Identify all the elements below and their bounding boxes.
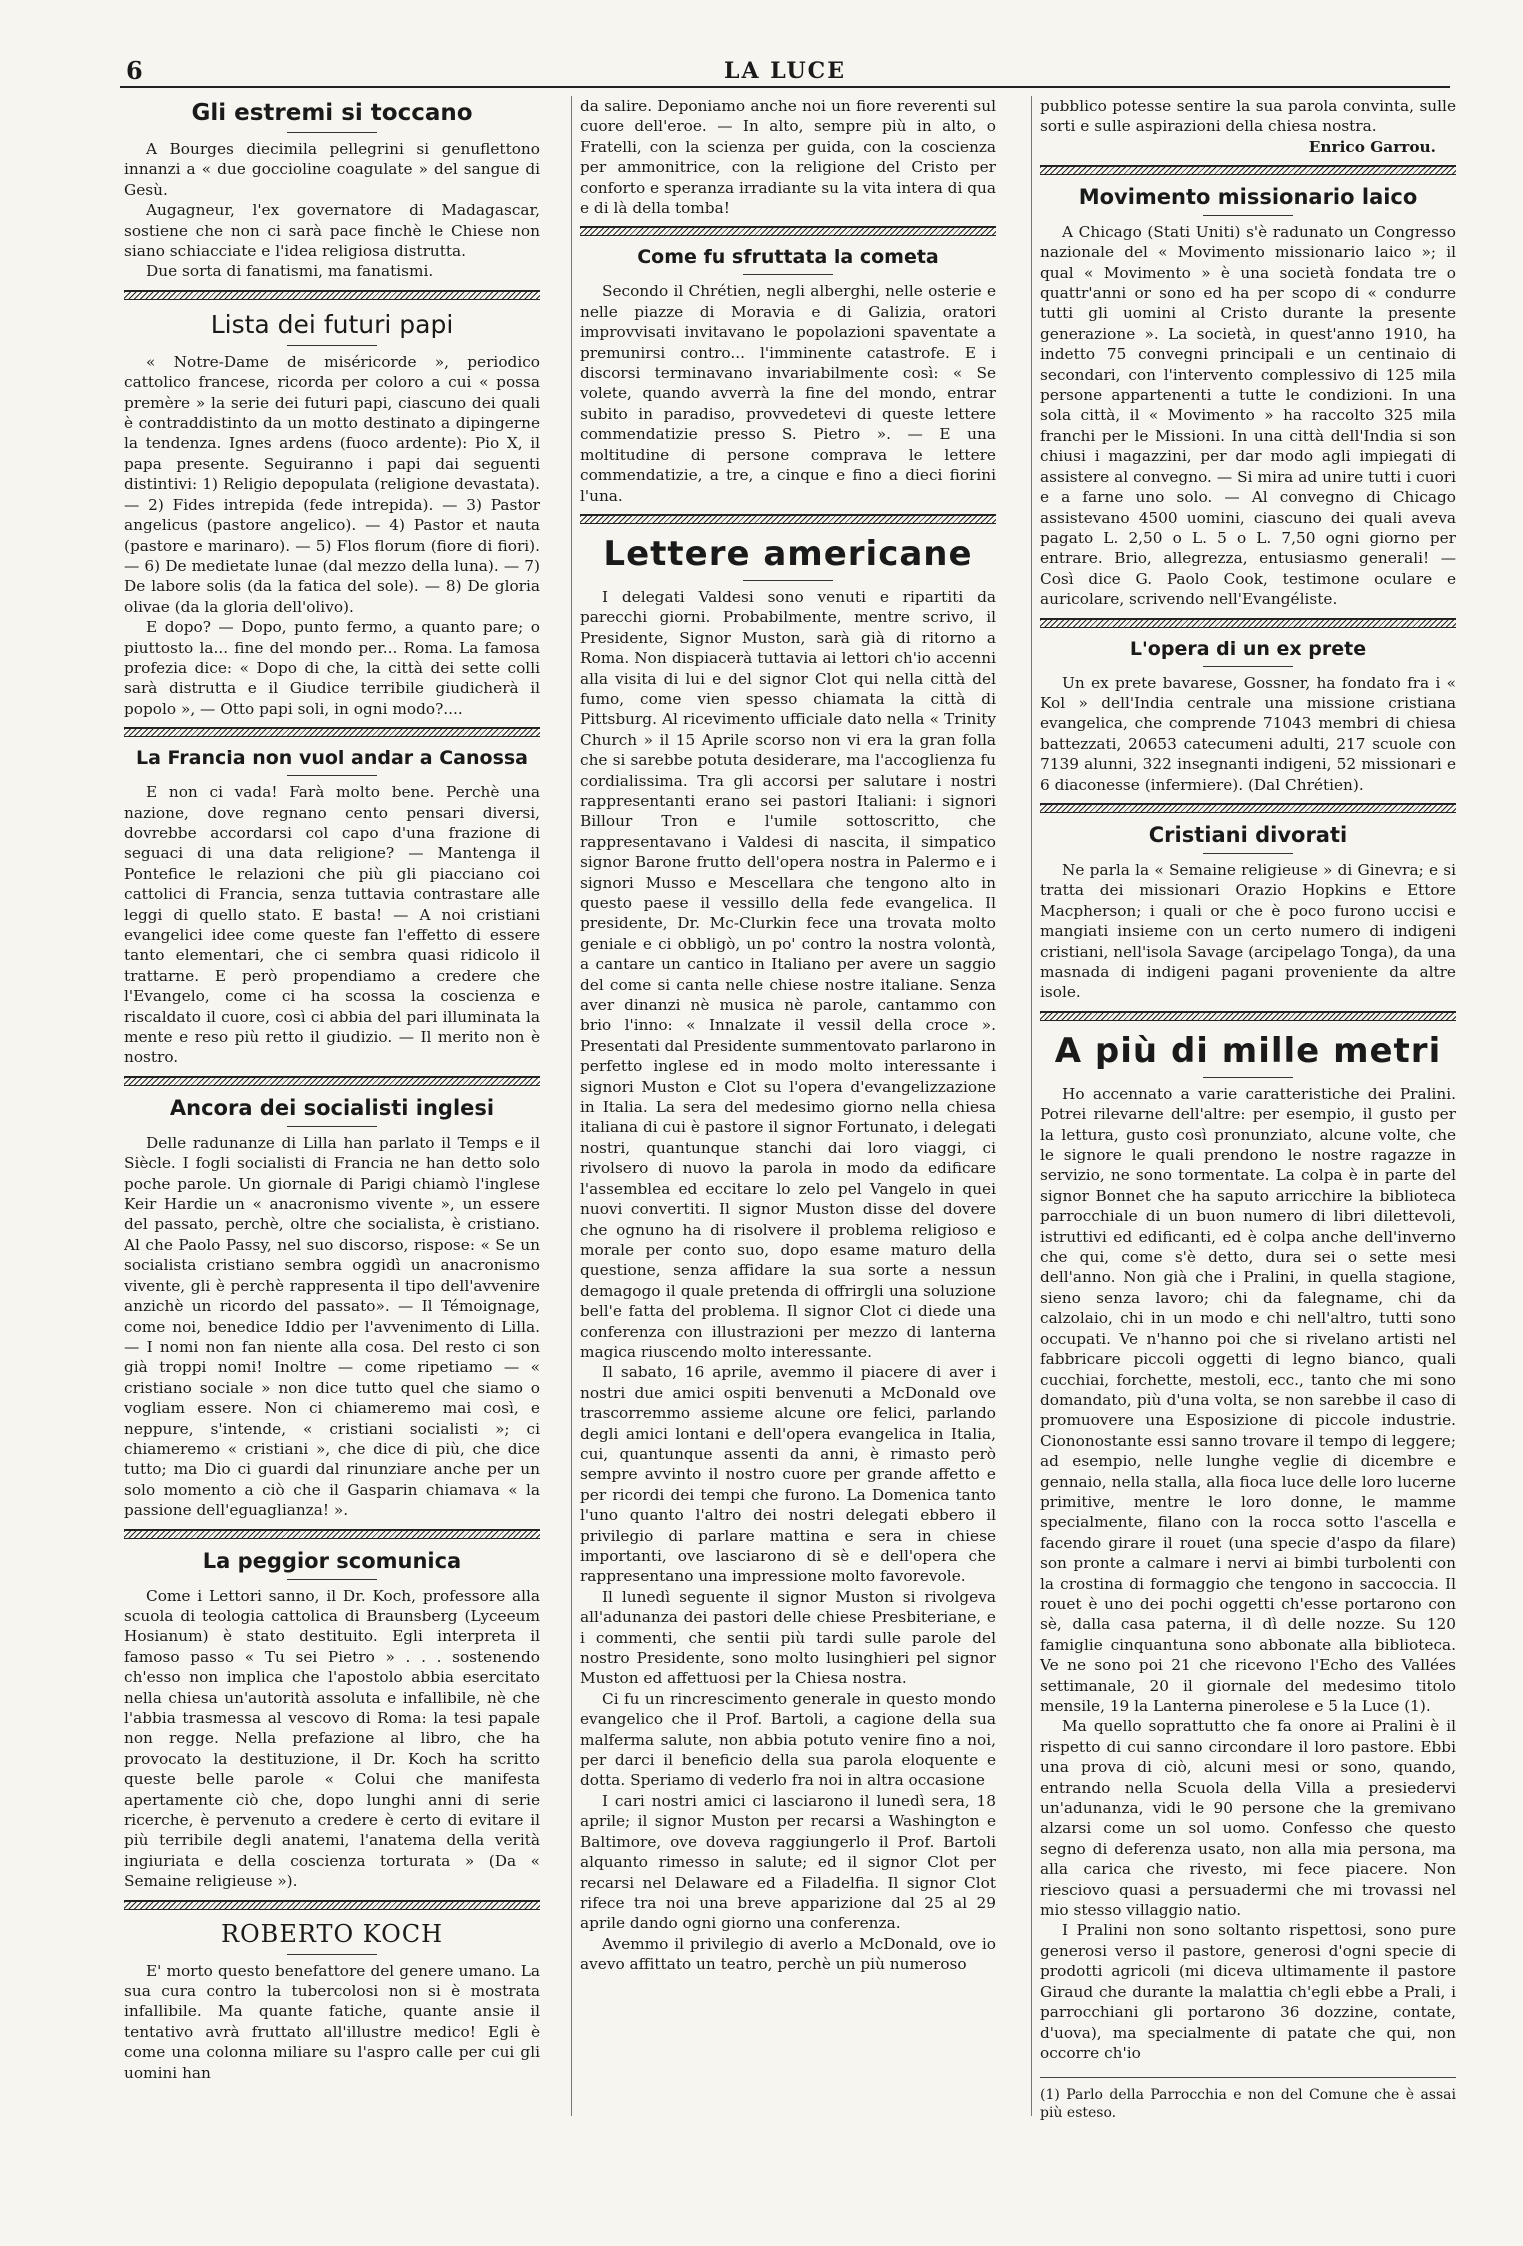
title-ornament [287, 130, 377, 133]
footnote-text: (1) Parlo della Parrocchia e non del Comune che è assai più esteso. [1040, 2087, 1456, 2122]
article-paragraph: Un ex prete bavarese, Gossner, ha fondato fra i « Kol » dell'India centrale una missione cristiana evangelica, che comprende 71043 membri di chiesa battezzati, 20653 catecumeni adulti, 217 scuole con 7139 alunni, 322 insegnanti indigeni, 52 missionari e 6 diaconesse (infermiere). (Dal Chrétien). [1040, 673, 1456, 794]
article-paragraph: Ho accennato a varie caratteristiche dei Pralini. Potrei rilevarne dell'altre: per esempio, il gusto per la lettura, gusto così pronunziato, alcune volte, che le signore le quali prendono le nostre ragazze in servizio, ne sono tormentate. La colpa è in parte del signor Bonnet che ha saputo arricchire la biblioteca parrocchiale di un buon numero di libri dilettevoli, istruttivi ed edificanti, ed è colpa anche dell'inverno che qui, come s'è detto, dura sei o sette mesi dell'anno. Non già che i Pralini, in quella stagione, sieno senza lavoro; chi da falegname, chi da calzolaio, chi in un modo e chi nell'altro, tutti sono occupati. Ve n'hanno poi che si rivelano artisti nel fabbricare piccoli oggetti di legno bianco, quali cucchiai, forchette, mestoli, ecc., tanto che mi sono domandato, più d'una volta, se non sarebbe il caso di promuovere una Esposizione di piccole industrie. Ciononostante essi sanno trovare il tempo di leggere; ad esempio, nelle lunghe veglie di dicembre e gennaio, nella stalla, alla fioca luce delle loro lucerne primitive, mentre le loro donne, le mamme specialmente, filano con la rocca sotto l'ascella e facendo girare il rouet (una specie d'aspo da filare) son pronte a calmare i nervi ai bimbi turbolenti con la crostina di formaggio che tengono in saccoccia. Il rouet è uno dei pochi oggetti ch'esse portarono con sè, dalla casa paterna, il dì delle nozze. Su 120 famiglie cinquantuna sono abbonate alla biblioteca. Ve ne sono poi 21 che ricevono l'Echo des Vallées settimanale, 20 il giornale del medesimo titolo mensile, 19 la Lanterna pinerolese e 5 la Luce (1). [1040, 1084, 1456, 1715]
title-ornament [287, 1124, 377, 1127]
article-paragraph: Il lunedì seguente il signor Muston si rivolgeva all'adunanza dei pastori delle chiese Presbiteriane, e i commenti, che sentii più tardi sulle parole del nostro Presidente, sono molto lusinghieri pel signor Muston ed affettuosi per la Chiesa nostra. [580, 1587, 996, 1688]
article-paragraph: da salire. Deponiamo anche noi un fiore reverenti sul cuore dell'eroe. — In alto, sempre più in alto, o Fratelli, con la scienza per guida, con la coscienza per ammonitrice, con la religione del Cristo per conforto e speranza irradiante su la vita intera di qua e di là della tomba! [580, 97, 996, 218]
article-title: Ancora dei socialisti inglesi [169, 1095, 495, 1120]
article-separator [580, 514, 996, 524]
article-paragraph: Come i Lettori sanno, il Dr. Koch, professore alla scuola di teologia cattolica di Braunsberg (Lyceeum Hosianum) è stato destituito. Egli interpreta il famoso passo « Tu sei Pietro » . . . sostenendo ch'esso non implica che l'apostolo abbia esercitato nella chiesa un'autorità assoluta e infallibile, nè che l'abbia trasmessa al vescovo di Roma: la tesi papale non regge. Nella prefazione al libro, che ha provocato la destituzione, il Dr. Koch ha scritto queste belle parole « Colui che manifesta apertamente ciò che, dopo lunghi anni di serie ricerche, è pervenuto a credere è certo di evitare il più terribile degli anatemi, l'anatema della verità ingiuriata e della coscienza torturata » (Da « Semaine religieuse »). [124, 1586, 540, 1891]
article-title: Lettere americane [603, 533, 973, 574]
article-paragraph: Ne parla la « Semaine religieuse » di Ginevra; e si tratta dei missionari Orazio Hopkins e Ettore Macpherson; i quali or che è poco furono uccisi e mangiati insieme con un certo numero di indigeni cristiani, nell'isola Savage (arcipelago Tonga), da una masnada di indigeni pagani proveniente da altre isole. [1040, 860, 1456, 1002]
article-separator [1040, 165, 1456, 175]
article-paragraph: E non ci vada! Farà molto bene. Perchè una nazione, dove regnano cento pensari diversi, dovrebbe accordarsi col capo d'una frazione di seguaci di una data religione? — Mantenga il Pontefice le relazioni che più gli piacciano coi cattolici di Francia, senza tuttavia contrastare alle leggi di quello stato. E basta! — A noi cristiani evangelici idee come queste fan l'effetto di essere tanto elementari, che ci sembra quasi ridicolo il trattarne. E però propendiamo a credere che l'Evangelo, come ci ha scossa la coscienza e riscaldato il cuore, così ci abbia del pari illuminata la mente e reso più retto il giudizio. — Il merito non è nostro. [124, 783, 540, 1067]
column-2 [580, 96, 996, 2106]
paper-title: LA LUCE [724, 58, 846, 84]
title-ornament [1203, 664, 1293, 667]
article-paragraph: I Pralini non sono soltanto rispettosi, sono pure generosi verso il pastore, generosi d'ogni specie di prodotti agricoli (mi diceva ultimamente il pastore Giraud che durante la malattia ch'egli ebbe a Prali, i parrocchiani gli portarono 36 dozzine, contate, d'uova), ma specialmente di patate che qui, non occorre ch'io [1040, 1921, 1456, 2062]
article-title: Movimento missionario laico [1078, 184, 1418, 209]
title-ornament [743, 272, 833, 275]
article-separator [124, 727, 540, 737]
author-signature: Enrico Garrou. [1308, 137, 1436, 156]
article-paragraph: A Bourges diecimila pellegrini si genuflettono innanzi a « due goccioline coagulate » del sangue di Gesù. [124, 140, 540, 199]
article [580, 246, 996, 505]
title-ornament [1203, 851, 1293, 854]
column-rule [571, 96, 572, 2116]
article [1040, 638, 1456, 795]
article-paragraph: « Notre-Dame de miséricorde », periodico cattolico francese, ricorda per coloro a cui « possa premère » la serie dei futuri papi, ciascuno dei quali è contraddistinto da un motto destinato a dipingerne la tendenza. Ignes ardens (fuoco ardente): Pio X, il papa presente. Seguiranno i papi dai seguenti distintivi: 1) Religio depopulata (religione devastata). — 2) Fides intrepida (fede intrepida). — 3) Pastor angelicus (pastore angelico). — 4) Pastor et nauta (pastore e marinaro). — 5) Flos florum (fiore di fiori). — 6) De medietate lunae (dal mezzo della luna). — 7) De labore solis (da la fatica del sole). — 8) De gloria olivae (da la gloria dell'olivo). [124, 352, 540, 616]
title-ornament [287, 773, 377, 776]
article-separator [124, 1900, 540, 1910]
title-ornament [287, 1577, 377, 1580]
article [1040, 823, 1456, 1003]
article-paragraph: I delegati Valdesi sono venuti e ripartiti da parecchi giorni. Probabilmente, mentre scrivo, il Presidente, Signor Muston, sarà già di ritorno a Roma. Non dispiacerà tuttavia ai lettori ch'io accenni alla visita di lui e del signor Clot qui nella città del fumo, come vien spesso chiamata la città di Pittsburg. Al ricevimento ufficiale dato nella « Trinity Church » il 15 Aprile scorso non vi era la gran folla che si sarebbe potuta desiderare, ma l'accoglienza fu cordialissima. Tra gli accorsi per salutare i nostri rappresentanti erano sei pastori Italiani: i signori Billour Tron e l'umile sottoscritto, che rappresentavano i Valdesi di nascita, il simpatico signor Barone frutto dell'opera nostra in Palermo e i signori Musso e Mescellara che tengono alto in questo paese il vessillo della fede evangelica. Il presidente, Dr. Mc-Clurkin fece una trovata molto geniale e ci obbligò, un po' contro la nostra volontà, a cantare un cantico in Italiano per avere un saggio del come si canta nelle chiese nostre italiane. Senza aver dinanzi nè musica nè parole, cantammo con brio l'inno: « Innalzate il vessil della croce ». Presentati dal Presidente summentovato parlarono in perfetto inglese ed in modo molto interessante i signori Muston e Clot su l'opera d'evangelizzazione in Italia. La sera del medesimo giorno nella chiesa italiana di cui è pastore il signor Fortunato, i delegati nostri, quantunque stanchi dai loro viaggi, ci rivolsero di nuovo la parola in modo da edificare l'assemblea ed eccitare lo zelo pel Vangelo in quei nuovi convertiti. Il signor Muston disse del dovere che ognuno ha di risolvere il problema religioso e morale per conto suo, dopo esame maturo della questione, senza affidare la sua sorte a nessun demagogo il quale pretenda di offrirgli una soluzione bell'e fatta del problema. Il signor Clot ci diede una conferenza con illustrazioni per mezzo di lanterna magica riuscendo molto interessante. [580, 587, 996, 1361]
title-ornament [1203, 213, 1293, 216]
article-title: La peggior scomunica [202, 1548, 462, 1573]
title-ornament [287, 343, 377, 346]
column-3 [1040, 96, 1456, 2122]
page-number: 6 [126, 56, 143, 85]
article-separator [1040, 618, 1456, 628]
article-paragraph: Il sabato, 16 aprile, avemmo il piacere di aver i nostri due amici ospiti benvenuti a McDonald ove trascorremmo assieme alcune ore felici, parlando degli amici lontani e dell'opera evangelica in Italia, cui, quantunque assenti da anni, è rimasto però sempre avvinto il nostro cuore per grande affetto e per ricordi dei tempi che furono. La Domenica tanto l'uno quanto l'altro dei nostri delegati ebbero il privilegio di parlare mattina e sera in chiese importanti, ove lasciarono di sè e dell'opera che rappresentano una impressione molto favorevole. [580, 1363, 996, 1586]
article-paragraph: I cari nostri amici ci lasciarono il lunedì sera, 18 aprile; il signor Muston per recarsi a Washington e Baltimore, ove doveva raggiungerlo il Prof. Bartoli alquanto rimesso in salute; ed il signor Clot per recarsi nel Delaware ed a Filadelfia. Il signor Clot rifece tra noi una breve apparizione dal 25 al 29 aprile dando ogni giorno una conferenza. [580, 1791, 996, 1933]
article-paragraph: Secondo il Chrétien, negli alberghi, nelle osterie e nelle piazze di Moravia e di Galizia, oratori improvvisati invitavano le popolazioni spaventate a premunirsi contro... l'imminente catastrofe. E i discorsi terminavano invariabilmente così: « Se volete, quando avverrà la fine del mondo, entrar subito in paradiso, provvedetevi di queste lettere commendatizie presso S. Pietro ». — E una moltitudine di persone comprava le lettere commendatizie, a tre, a cinque e fino a dieci fiorini l'una. [580, 282, 996, 505]
article-separator [1040, 803, 1456, 813]
article [580, 96, 996, 218]
article [124, 100, 540, 282]
footnote [1040, 2077, 1456, 2122]
article [124, 747, 540, 1068]
article-title: ROBERTO KOCH [220, 1919, 444, 1948]
column-1 [124, 96, 540, 2106]
article-title: La Francia non vuol andar a Canossa [135, 747, 529, 770]
article-separator [580, 226, 996, 236]
article [1040, 96, 1456, 157]
article-paragraph: A Chicago (Stati Uniti) s'è radunato un Congresso nazionale del « Movimento missionario laico »; il qual « Movimento » è una società fondata tre o quattr'anni or sono ed ha per scopo di « condurre tutti gli uomini al Cristo durante la presente generazione ». La società, in quest'anno 1910, ha indetto 75 convegni principali e un centinaio di secondari, con l'intervento complessivo di 125 mila persone appartenenti a tutte le condizioni. In una sola città, il « Movimento » ha raccolto 325 mila franchi per le Missioni. In una città dell'India si son chiusi i magazzini, per dar modo agli impiegati di assistere al convegno. — Si mira ad unire tutti i cuori e a farne uno solo. — Al convegno di Chicago assistevano 4500 uomini, ciascuno dei quali aveva pagato L. 2,50 o L. 5 o L. 7,50 ogni giorno per entrare. Brio, allegrezza, entusiasmo generali! — Così dice G. Paolo Cook, testimone oculare e auricolare, scrivendo nell'Evangéliste. [1040, 222, 1456, 609]
article-separator [1040, 1011, 1456, 1021]
article-title: Come fu sfruttata la cometa [637, 246, 939, 269]
article [124, 1549, 540, 1892]
article-paragraph: Augagneur, l'ex governatore di Madagascar, sostiene che non ci sarà pace finchè le Chiese non siano schiacciate e l'idea religiosa distrutta. [124, 201, 540, 261]
article-separator [124, 290, 540, 300]
article-paragraph: Due sorta di fanatismi, ma fanatismi. [146, 262, 434, 281]
title-ornament [1203, 1075, 1293, 1078]
article-paragraph: Avemmo il privilegio di averlo a McDonald, ove io avevo affittato un teatro, perchè un più numeroso [580, 1934, 996, 1974]
article-paragraph: E dopo? — Dopo, punto fermo, a quanto pare; o piuttosto la... fine del mondo per... Roma. La famosa profezia dice: « Dopo di che, la città dei sette colli sarà distrutta e il Giudice terribile giudicherà il popolo », — Otto papi soli, in ogni modo?.... [124, 618, 540, 718]
article [124, 1096, 540, 1521]
article-separator [124, 1076, 540, 1086]
article-paragraph: Delle radunanze di Lilla han parlato il Temps e il Siècle. I fogli socialisti di Francia ne han detto solo poche parole. Un giornale di Parigi chiamò l'inglese Keir Hardie un « anacronismo vivente », un essere del passato, perchè, oltre che socialista, è cristiano. Al che Paolo Passy, nel suo discorso, rispose: « Se un socialista cristiano sembra oggidì un anacronismo vivente, gli è perchè rappresenta il tipo dell'avvenire anzichè un ricordo del passato». — Il Témoignage, come noi, benedice Iddio per l'avvenimento di Lilla. — I nomi non fan niente alla cosa. Del resto ci son già troppi nomi! Inoltre — come ripetiamo — « cristiano sociale » non dice tutto quel che siamo o vogliam essere. Non ci chiameremo mai così, e neppure, s'intende, « cristiani socialisti »; ci chiameremo « cristiani », che dice di più, che dice tutto; ma Dio ci guardi dal rinunziare anche per un solo momento a ciò che il Gasparin chiamava « la passione dell'eguaglianza! ». [124, 1133, 540, 1520]
masthead [120, 52, 1450, 88]
article-paragraph: pubblico potesse sentire la sua parola convinta, sulle sorti e sulle aspirazioni della chiesa nostra. [1040, 97, 1456, 136]
title-ornament [287, 1952, 377, 1955]
article [580, 534, 996, 1975]
article-separator [124, 1529, 540, 1539]
article [124, 1920, 540, 2083]
article [124, 310, 540, 719]
article-paragraph: E' morto questo benefattore del genere umano. La sua cura contro la tubercolosi non si è mostrata infallibile. Ma quante fatiche, quante ansie il tentativo avrà fruttato all'illustre medico! Egli è come una colonna miliare su l'aspro calle per cui gli uomini han [124, 1961, 540, 2082]
article [1040, 185, 1456, 610]
article-paragraph: Ci fu un rincrescimento generale in questo mondo evangelico che il Prof. Bartoli, a cagione della sua malferma salute, non abbia potuto venire fino a noi, per darci il beneficio della sua parola eloquente e dotta. Speriamo di vederlo fra noi in altra occasione [580, 1689, 996, 1790]
article-title: Cristiani divorati [1148, 822, 1348, 847]
title-ornament [743, 578, 833, 581]
column-rule [1031, 96, 1032, 2116]
article-title: Lista dei futuri papi [210, 309, 454, 339]
article [1040, 1031, 1456, 2123]
article-title: Gli estremi si toccano [191, 100, 473, 126]
article-title: A più di mille metri [1054, 1030, 1442, 1071]
article-title: L'opera di un ex prete [1129, 637, 1367, 660]
article-paragraph: Ma quello soprattutto che fa onore ai Pralini è il rispetto di cui sanno circondare il loro pastore. Ebbi una prova di ciò, alcuni mesi or sono, quando, entrando nella Scuola della Villa a presiedervi un'adunanza, vidi le 90 persone che la gremivano alzarsi come un sol uomo. Confesso che questo segno di deferenza usato, non alla mia persona, ma alla carica che rivesto, mi fece piacere. Non riesciovo quasi a persuadermi che mi trovassi nel mio stesso villaggio natio. [1040, 1717, 1456, 1920]
